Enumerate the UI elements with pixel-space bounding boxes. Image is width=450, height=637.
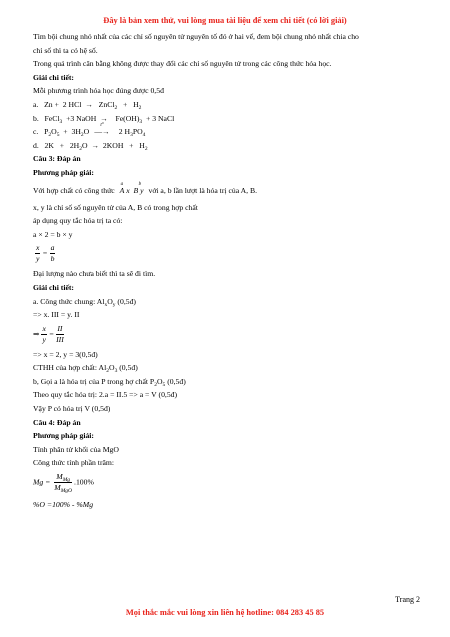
q4-title: Câu 4: Đáp án [33,417,81,427]
q3-formula-line: Với hợp chất có công thức a b A x B y với a, b lần lượt là hóa trị của A, B. [33,181,258,195]
equation-d: d. 2K + $2H_2O \to 2KOH$ + $H_2$ [33,140,148,152]
q3-xy-line: x, y là chỉ số số nguyên tử của A, B có trong hợp chất [33,202,198,212]
document-body [33,32,420,514]
q3-fraction-1: $\frac{x}{y}$ = $\frac{a}{b}$ [36,243,55,264]
q3-b-line: b, Gọi a là hóa trị của P trong hợ chất $P_2O_5$ (0,5đ) [33,376,186,388]
q4-method: Phương pháp giải: [33,431,94,441]
q3-rule-result: Theo quy tắc hóa trị: 2.a = II.5 => a = V (0,5đ) [33,390,178,400]
q3-implication-1: => x. III = y. II [33,310,80,320]
q3-cthh-line: CTHH của hợp chất: $Al_2O_3$ (0,5đ) [33,363,138,375]
q3-conclusion: Vậy P có hóa trị V (0,5đ) [33,404,111,414]
equation-a: a. Zn + 2 HCl → ZnCl$_2$ + $H_2$ [33,99,142,111]
equation-c: c. $P_2O_5 + 3H_2O$ t° —→ 2 $H_3PO_4$ [33,123,146,139]
equation-b: b. FeCl$_3$ +3 NaOH → $Fe(OH)_3 + 3$ NaCl [33,113,175,125]
q4-line-1: Tính phân tử khối của MgO [33,444,119,454]
q4-line-2: Công thức tính phần trăm: [33,458,115,468]
intro-line-2: chỉ số thì ta có hệ số. [33,45,98,55]
q3-eq-line: a × 2 = b × y [33,229,73,239]
q3-title: Câu 3: Đáp án [33,154,81,164]
q3-fraction-2: ⇒ $\frac{x}{y}$ = $\frac{II}{\text{III}}$ [33,323,64,344]
q3-rule-line: áp dụng quy tắc hóa trị ta có: [33,216,123,226]
heat-arrow: t° —→ [94,123,110,137]
q4-mg-formula: Mg = $\frac{M_{Mg}}{M_{MgO}}$ .100% [33,472,94,495]
q3-a-line: a. Công thức chung: $Al_xO_y$ (0,5đ) [33,296,136,308]
sol2-note: Mỗi phương trình hóa học đúng được 0,5đ [33,86,164,96]
sol2-heading: Giải chi tiết: [33,72,74,82]
q4-o-formula: %O =100% - %Mg [33,500,94,510]
hotline-banner[interactable]: Mọi thắc mắc vui lòng xin liên hệ hotline: 084 283 45 85 [125,608,325,617]
q3-method: Phương pháp giải: [33,167,94,177]
compound-formula: a b A x B y [119,181,144,195]
q3-implication-2: => x = 2, y = 3(0,5đ) [33,349,98,359]
preview-banner[interactable]: Đây là bản xem thử, vui lòng mua tài liệu để xem chi tiết (có lời giải) [103,16,347,25]
q3-unknown-line: Đại lượng nào chưa biết thì ta sẽ đi tìm. [33,269,156,279]
page-number: Trang 2 [395,595,420,604]
q3-solution-heading: Giải chi tiết: [33,282,74,292]
intro-line-3: Trong quá trình cân bằng không được thay đổi các chỉ số nguyên tử trong các công thức hóa học. [33,59,332,69]
intro-line-1: Tìm bội chung nhỏ nhất của các chỉ số nguyên tử nguyên tố đó ở hai vế, đem bội chung nhỏ nhất chia cho [33,32,359,41]
